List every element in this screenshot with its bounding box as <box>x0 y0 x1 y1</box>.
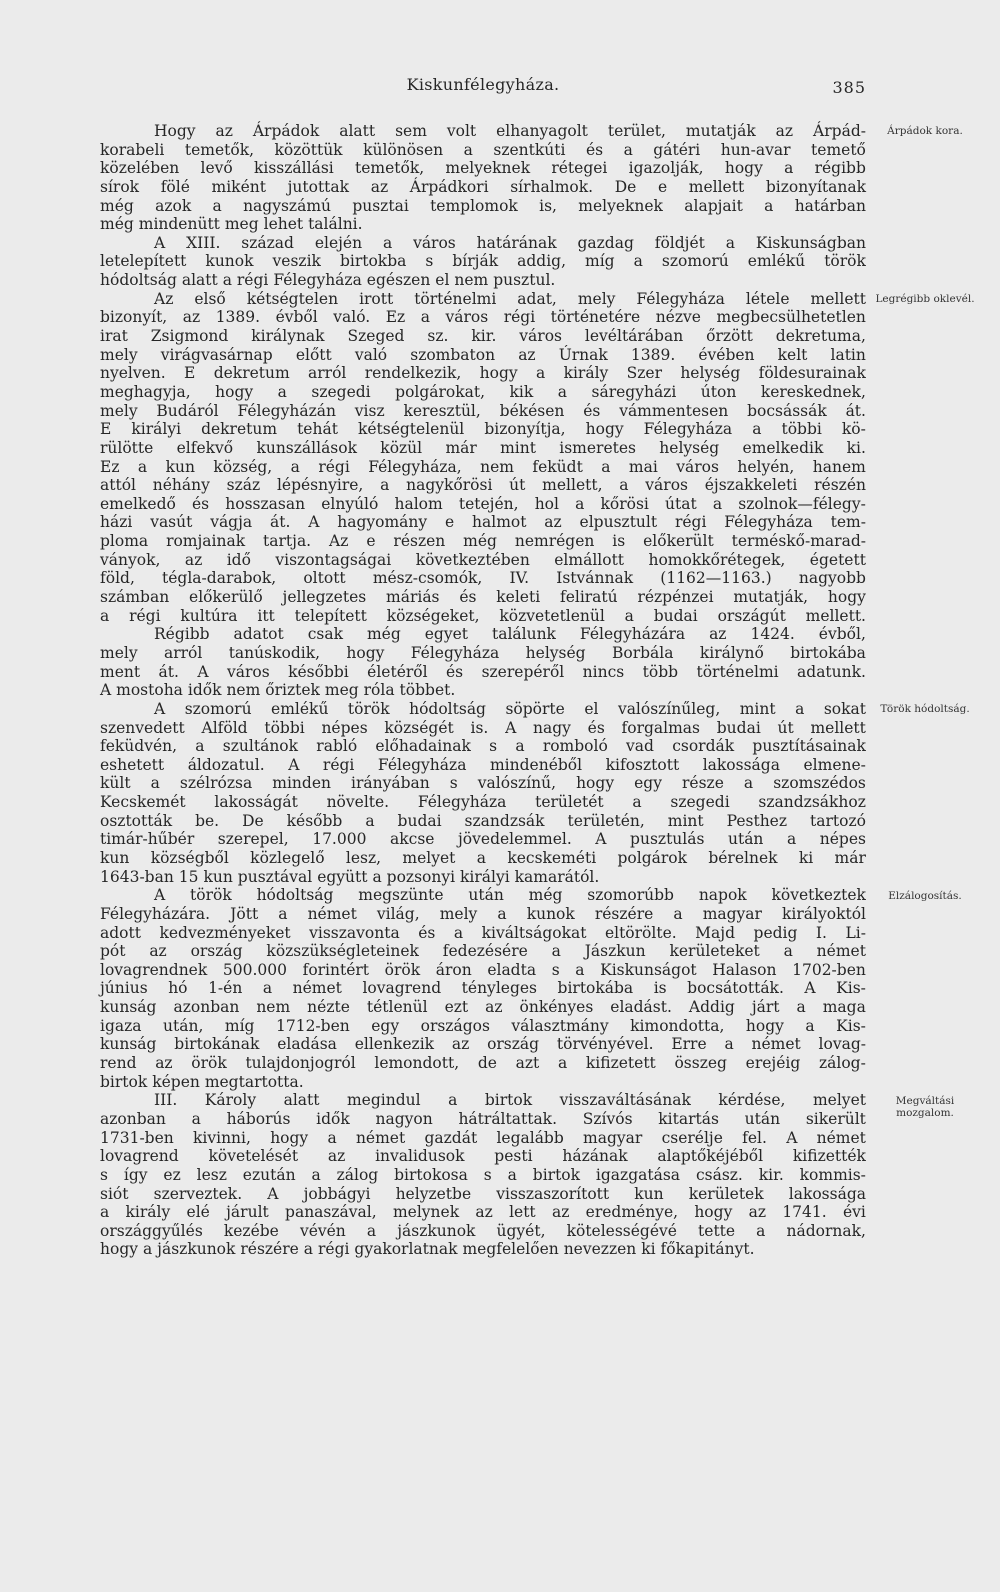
text-line: igaza után, míg 1712-ben egy országos választmány kimondotta, hogy a Kis- <box>100 1016 866 1035</box>
text-line: kunság birtokának eladása ellenkezik az ország törvényével. Erre a német lovag- <box>100 1035 866 1054</box>
text-line: letelepített kunok veszik birtokba s bírják addig, míg a szomorú emlékű török <box>100 252 866 271</box>
body-text <box>100 122 866 1259</box>
page-header <box>100 75 866 101</box>
text-line: birtok képen megtartotta. <box>100 1072 304 1091</box>
text-line: kült a szélrózsa minden irányában s valószínű, hogy egy része a szomszédos <box>100 774 866 793</box>
text-line: június hó 1-én a német lovagrend tényleges birtokába is bocsátották. A Kis- <box>100 979 866 998</box>
margin-note: Elzálogosítás. <box>888 889 962 902</box>
running-title: Kiskunfélegyháza. <box>406 75 560 94</box>
margin-note: Megváltási mozgalom. <box>895 1094 955 1119</box>
text-line: emelkedő és hosszasan elnyúló halom tetején, hol a kőrösi útat a szolnok—félegy- <box>100 494 866 513</box>
text-line: A mostoha idők nem őriztek meg róla többet. <box>100 681 456 700</box>
page-number: 385 <box>832 78 866 97</box>
text-line: nyelven. E dekretum arról rendelkezik, hogy a király Szer helység földesurainak <box>100 364 866 383</box>
text-line: ment át. A város későbbi életéről és szerepéről nincs több történelmi adatunk. <box>100 662 866 681</box>
text-line: Ez a kun község, a régi Félegyháza, nem feküdt a mai város helyén, hanem <box>100 457 866 476</box>
text-line: Félegyházára. Jött a német világ, mely a kunok részére a magyar királyoktól <box>100 904 866 923</box>
text-line: A szomorú emlékű török hódoltság söpörte el valószínűleg, mint a sokat <box>154 699 866 718</box>
text-line: pót az ország közszükségleteinek fedezésére a Jászkun kerületeket a német <box>100 942 866 961</box>
text-line: korabeli temetők, közöttük különösen a szentkúti és a gátéri hun-avar temető <box>100 140 866 159</box>
text-line: azonban a háborús idők nagyon hátráltattak. Szívós kitartás után sikerült <box>100 1109 866 1128</box>
text-line: osztották be. De később a budai szandzsák területén, mint Pesthez tartozó <box>100 811 866 830</box>
text-line: rülötte elfekvő kunszállások közül már mint ismeretes helység emelkedik ki. <box>100 438 866 457</box>
text-line: feküdvén, a szultánok rabló előhadainak s a romboló vad csordák pusztításainak <box>100 737 866 756</box>
text-line: kunság azonban nem nézte tétlenül ezt az önkényes eladást. Addig járt a maga <box>100 998 866 1017</box>
text-line: A XIII. század elején a város határának gazdag földjét a Kiskunságban <box>154 233 866 252</box>
text-line: lovagrend követelését az invalidusok pesti házának alaptőkéjéből kifizették <box>100 1147 866 1166</box>
text-line: föld, tégla-darabok, oltott mész-csomók, IV. Istvánnak (1162—1163.) nagyobb <box>100 569 866 588</box>
text-line: irat Zsigmond királynak Szeged sz. kir. város levéltárában őrzött dekretuma, <box>100 327 866 346</box>
text-line: szenvedett Alföld többi népes községét is. A nagy és forgalmas budai út mellett <box>100 718 866 737</box>
text-line: a király elé járult panaszával, melynek az lett az eredménye, hogy az 1741. évi <box>100 1203 866 1222</box>
text-line: A török hódoltság megszünte után még szomorúbb napok következtek <box>154 886 866 905</box>
text-line: házi vasút vágja át. A hagyomány e halmot az elpusztult régi Félegyháza tem- <box>100 513 866 532</box>
margin-note: Árpádok kora. <box>887 125 963 137</box>
text-line: kun községből közlegelő lesz, melyet a kecskeméti polgárok bérelnek ki már <box>100 848 866 867</box>
text-line: mely virágvasárnap előtt való szombaton az Úrnak 1389. évében kelt latin <box>100 345 866 364</box>
text-line: Hogy az Árpádok alatt sem volt elhanyagolt terület, mutatják az Árpád- <box>154 122 866 140</box>
text-line: Régibb adatot csak még egyet találunk Félegyházára az 1424. évből, <box>154 625 866 644</box>
text-line: eshetett áldozatul. A régi Félegyháza mindenéből kifosztott lakossága elmene- <box>100 755 866 774</box>
text-line: bizonyít, az 1389. évből való. Ez a város régi történetére nézve megbecsülhetetlen <box>100 308 866 327</box>
margin-note: Legrégibb oklevél. <box>875 292 975 305</box>
text-line: ploma romjainak tartja. Az e részen még nemrégen is előkerült terméskő-marad- <box>100 532 866 551</box>
text-line: s így ez lesz ezután a zálog birtokosa s a birtok igazgatása csász. kir. kommis- <box>100 1165 866 1184</box>
text-line: Az első kétségtelen irott történelmi adat, mely Félegyháza létele mellett <box>154 289 866 308</box>
text-line: mely Budáról Félegyházán visz keresztül, békésen és vámmentesen bocsássák át. <box>100 401 866 420</box>
text-line: lovagrendnek 500.000 forintért örök áron eladta s a Kiskunságot Halason 1702-ben <box>100 960 866 979</box>
text-line: III. Károly alatt megindul a birtok visszaváltásának kérdése, melyet <box>154 1091 866 1110</box>
text-line: még mindenütt meg lehet találni. <box>100 215 363 234</box>
text-line: számban előkerülő jellegzetes máriás és keleti feliratú rézpénzei mutatják, hogy <box>100 588 866 607</box>
text-line: attól néhány száz lépésnyire, a nagykőrösi út mellett, a város éjszakkeleti részén <box>100 476 866 495</box>
text-line: timár-hűbér szerepel, 17.000 akcse jövedelemmel. A pusztulás után a népes <box>100 830 866 849</box>
text-line: ványok, az idő viszontagságai következtében elmállott homokkőrétegek, égetett <box>100 550 866 569</box>
text-line: még azok a nagyszámú pusztai templomok is, melyeknek alapjait a határban <box>100 196 866 215</box>
text-line: 1731-ben kivinni, hogy a német gazdát legalább magyar cserélje fel. A német <box>100 1128 866 1147</box>
text-line: sírok fölé miként jutottak az Árpádkori sírhalmok. De e mellett bizonyítanak <box>100 177 866 196</box>
text-line: rend az örök tulajdonjogról lemondott, de azt a kifizetett összeg erejéig zálog- <box>100 1054 866 1073</box>
margin-note: Török hódoltság. <box>880 703 970 716</box>
text-line: siót szerveztek. A jobbágyi helyzetbe visszaszorított kun kerületek lakossága <box>100 1184 866 1203</box>
text-line: közelében levő kisszállási temetők, melyeknek rétegei igazolják, hogy a régibb <box>100 159 866 178</box>
text-line: hódoltság alatt a régi Félegyháza egészen el nem pusztul. <box>100 271 556 290</box>
text-line: Kecskemét lakosságát növelte. Félegyháza területét a szegedi szandzsákhoz <box>100 793 866 812</box>
text-line: E királyi dekretum tehát kétségtelenül bizonyítja, hogy Félegyháza a többi kö- <box>100 420 866 439</box>
text-line: 1643-ban 15 kun pusztával együtt a pozsonyi királyi kamarától. <box>100 867 600 886</box>
text-line: hogy a jászkunok részére a régi gyakorlatnak megfelelően nevezzen ki főkapitányt. <box>100 1240 755 1259</box>
text-line: adott kedvezményeket visszavonta és a kiváltságokat eltörölte. Majd pedig I. Li- <box>100 923 866 942</box>
text-line: országgyűlés kezébe vévén a jászkunok ügyét, kötelességévé tette a nádornak, <box>100 1221 866 1240</box>
text-line: meghagyja, hogy a szegedi polgárokat, kik a sáregyházi úton kereskednek, <box>100 382 866 401</box>
text-line: a régi kultúra itt telepített községeket, közvetetlenül a budai országút mellett. <box>100 606 866 625</box>
text-line: mely arról tanúskodik, hogy Félegyháza helység Borbála királynő birtokába <box>100 643 866 662</box>
